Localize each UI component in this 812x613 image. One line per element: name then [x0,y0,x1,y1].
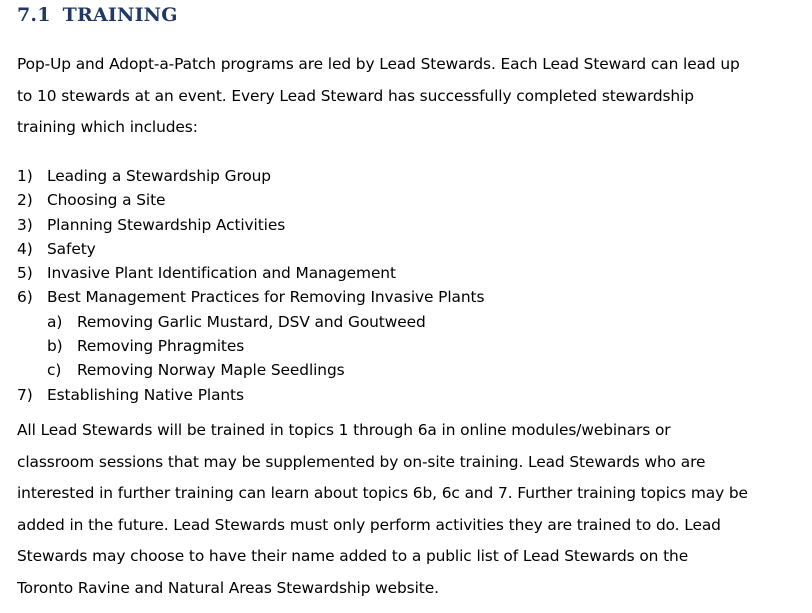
list-item-text: Best Management Practices for Removing Invasive Plants [47,288,485,307]
list-item-text: Establishing Native Plants [47,385,244,404]
sub-list-item [17,358,484,382]
list-marker: b) [47,337,63,356]
list-marker: 4) [17,239,33,258]
list-item-text: Removing Phragmites [77,337,245,356]
list-item [17,188,484,212]
section-title: TRAINING [62,4,178,26]
list-marker: 2) [17,191,33,210]
list-item [17,383,484,407]
intro-line: training which includes: [17,118,198,136]
list-item [17,237,484,261]
list-item [17,213,484,237]
list-marker: c) [47,361,62,380]
intro-line: Pop-Up and Adopt-a-Patch programs are led by Lead Stewards. Each Lead Steward can lead up [17,55,740,73]
closing-line: added in the future. Lead Stewards must only perform activities they are trained to do. Lead [17,515,721,534]
list-item-text: Invasive Plant Identification and Management [47,264,396,283]
list-item-text: Removing Garlic Mustard, DSV and Goutweed [77,312,426,331]
section-heading [17,4,178,26]
list-marker: 7) [17,385,33,404]
intro-line: to 10 stewards at an event. Every Lead Steward has successfully completed stewardship [17,86,694,105]
list-item [17,164,484,188]
list-marker: a) [47,312,63,331]
list-item-text: Removing Norway Maple Seedlings [77,361,345,380]
list-item-text: Choosing a Site [47,191,166,210]
closing-line: All Lead Stewards will be trained in topics 1 through 6a in online modules/webinars or [17,421,671,439]
list-item [17,285,484,309]
list-marker: 6) [17,288,33,307]
list-item-text: Planning Stewardship Activities [47,215,286,234]
list-item-text: Safety [47,239,96,258]
sub-list-item [17,334,484,358]
closing-line: classroom sessions that may be supplemented by on-site training. Lead Stewards who are [17,452,706,471]
list-item [17,261,484,285]
list-marker: 3) [17,215,33,234]
training-topics-list [17,164,484,407]
list-marker: 1) [17,167,33,185]
intro-paragraph [17,49,807,144]
closing-paragraph [17,415,807,604]
closing-line: Stewards may choose to have their name added to a public list of Lead Stewards on the [17,547,689,565]
section-number: 7.1 [17,4,51,26]
closing-line: Toronto Ravine and Natural Areas Stewardship website. [17,578,439,597]
closing-line: interested in further training can learn about topics 6b, 6c and 7. Further training topics may be [17,484,748,502]
sub-list-item [17,310,484,334]
list-item-text: Leading a Stewardship Group [47,167,271,185]
list-marker: 5) [17,264,33,283]
